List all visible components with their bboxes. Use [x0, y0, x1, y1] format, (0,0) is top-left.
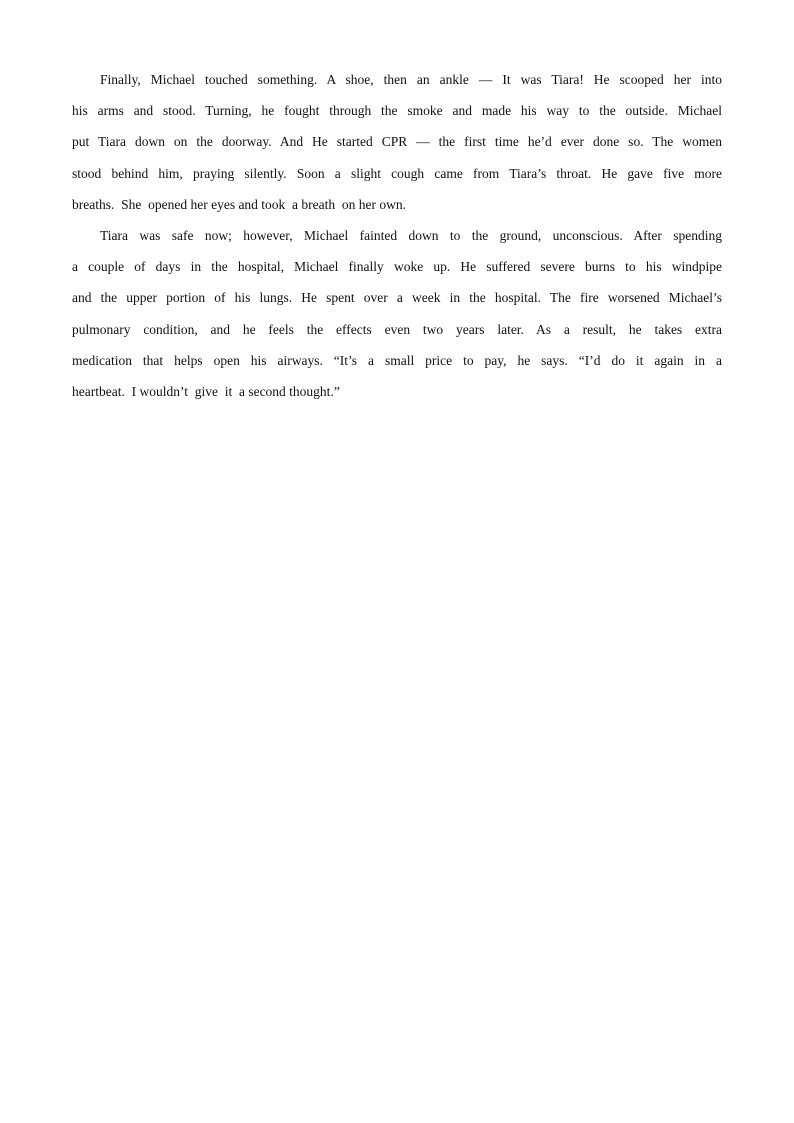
text-line: a couple of days in the hospital, Michael finally woke up. He suffered severe burns to his windpipe — [72, 259, 722, 275]
text-line: breaths. She opened her eyes and took a breath on her own. — [72, 196, 407, 212]
text-line: and the upper portion of his lungs. He spent over a week in the hospital. The fire worsened Michael’s — [72, 290, 722, 306]
text-line: pulmonary condition, and he feels the effects even two years later. As a result, he takes extra — [72, 321, 722, 337]
text-line: medication that helps open his airways. “It’s a small price to pay, he says. “I’d do it again in a — [72, 352, 722, 368]
text-line: Finally, Michael touched something. A shoe, then an ankle — It was Tiara! He scooped her into — [100, 72, 722, 87]
paragraph-rescue — [72, 64, 722, 220]
text-line: Tiara was safe now; however, Michael fainted down to the ground, unconscious. After spending — [100, 227, 722, 243]
document-body — [72, 64, 722, 407]
paragraph-aftermath — [72, 220, 722, 407]
text-line: stood behind him, praying silently. Soon a slight cough came from Tiara’s throat. He gave five more — [72, 165, 722, 181]
text-line: put Tiara down on the doorway. And He started CPR — the first time he’d ever done so. The women — [72, 134, 722, 150]
text-line: heartbeat. I wouldn’t give it a second thought.” — [72, 383, 340, 399]
text-line: his arms and stood. Turning, he fought through the smoke and made his way to the outside. Michael — [72, 103, 722, 119]
